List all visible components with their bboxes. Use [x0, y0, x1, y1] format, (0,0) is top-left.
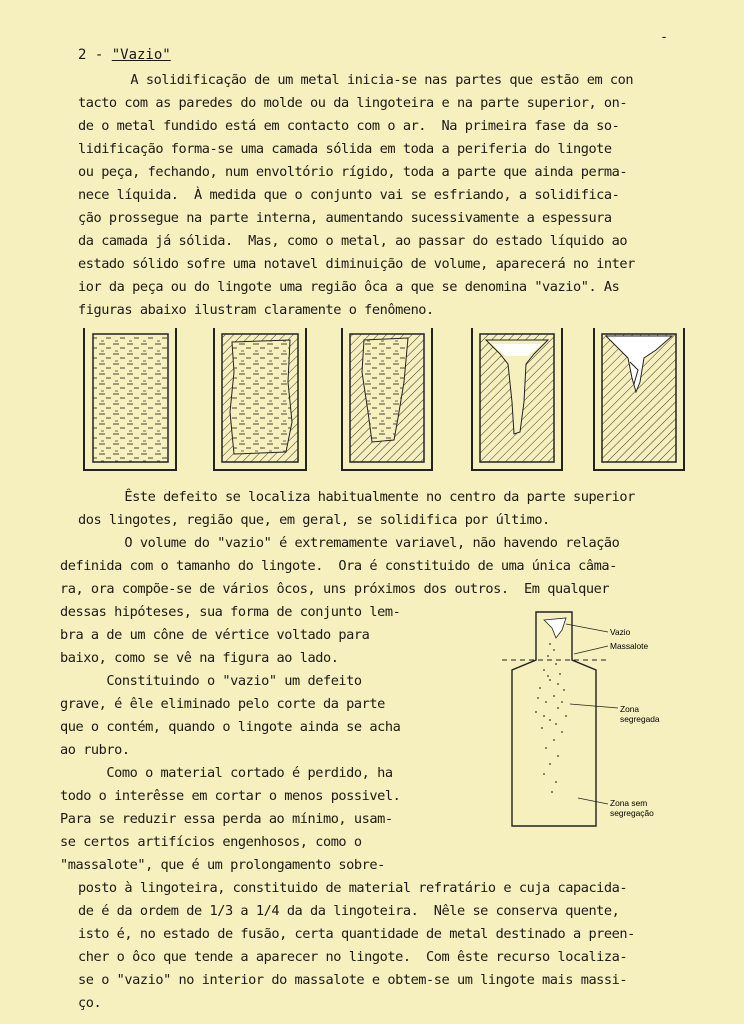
- stage-2-mold: [214, 328, 306, 470]
- text-line: O volume do "vazio" é extremamente variavel, não havendo relação: [78, 535, 620, 551]
- solidification-stages-figure: [0, 322, 744, 482]
- section-title: "Vazio": [111, 47, 171, 63]
- text-line: dessas hipóteses, sua forma de conjunto lem-: [60, 604, 401, 620]
- text-line: todo o interêsse em cortar o menos possivel.: [60, 788, 401, 804]
- text-line: isto é, no estado de fusão, certa quantidade de metal destinado a preen-: [78, 926, 635, 942]
- ingot-drawing: [500, 608, 690, 836]
- text-line: tacto com as paredes do molde ou da lingoteira e na parte superior, on-: [78, 95, 628, 111]
- text-line: que o contém, quando o lingote ainda se acha: [60, 719, 401, 735]
- section-number: 2 -: [78, 47, 112, 63]
- stages-drawing: [0, 322, 744, 482]
- label-leaders: [566, 624, 618, 804]
- label-zona-sem-2: segregação: [610, 808, 654, 818]
- text-line: lidificação forma-se uma camada sólida em toda a periferia do lingote: [78, 141, 612, 157]
- text-line: ao rubro.: [60, 742, 130, 758]
- text-line: posto à lingoteira, constituido de material refratário e cuja capacida-: [78, 880, 628, 896]
- text-line: nece líquida. À medida que o conjunto vai se esfriando, a solidifica-: [78, 187, 620, 203]
- text-line: grave, é êle eliminado pelo corte da parte: [60, 696, 385, 712]
- label-zona-segregada-1: Zona: [620, 704, 640, 714]
- ingot-segregation-figure: [500, 608, 690, 836]
- text-line: ra, ora compõe-se de vários ôcos, uns próximos dos outros. Em qualquer: [60, 581, 610, 597]
- stage-4-mold: [472, 328, 562, 470]
- text-line: ço.: [78, 995, 102, 1011]
- stage-1-mold: [84, 328, 176, 470]
- text-line: de é da ordem de 1/3 a 1/4 da da lingoteira. Nêle se conserva quente,: [78, 903, 620, 919]
- text-line: Constituindo o "vazio" um defeito: [60, 673, 362, 689]
- label-zona-segregada-2: segregada: [620, 714, 660, 724]
- text-line: da camada já sólida. Mas, como o metal, ao passar do estado líquido ao: [78, 233, 628, 249]
- label-massalote: Massalote: [610, 641, 649, 651]
- text-line: Êste defeito se localiza habitualmente no centro da parte superior: [78, 489, 635, 505]
- void-cavity: [544, 618, 566, 638]
- text-line: bra a de um cône de vértice voltado para: [60, 627, 370, 643]
- text-line: cher o ôco que tende a aparecer no lingote. Com êste recurso localiza-: [78, 949, 628, 965]
- ingot-outline: [502, 612, 610, 826]
- text-line: ção prossegue na parte interna, aumentando sucessivamente a espessura: [78, 210, 612, 226]
- text-line: definida com o tamanho do lingote. Ora é constituido de uma única câma-: [60, 558, 617, 574]
- stage-3-mold: [342, 328, 432, 470]
- label-zona-sem-1: Zona sem: [610, 798, 648, 808]
- text-line: estado sólido sofre uma notavel diminuição de volume, aparecerá no inter: [78, 256, 635, 272]
- text-line: baixo, como se vê na figura ao lado.: [60, 650, 339, 666]
- text-line: Para se reduzir essa perda ao mínimo, usam-: [60, 811, 393, 827]
- stage-5-mold: [594, 328, 684, 470]
- text-line: ou peça, fechando, num envoltório rígido, toda a parte que ainda perma-: [78, 164, 628, 180]
- text-line: "massalote", que é um prolongamento sobre-: [60, 857, 385, 873]
- text-line: de o metal fundido está em contacto com o ar. Na primeira fase da so-: [78, 118, 620, 134]
- segregated-zone: [535, 643, 567, 793]
- text-line: se o "vazio" no interior do massalote e obtem-se um lingote mais massi-: [78, 972, 628, 988]
- text-line: figuras abaixo ilustram claramente o fenômeno.: [78, 302, 434, 318]
- text-line: dos lingotes, região que, em geral, se solidifica por último.: [78, 512, 550, 528]
- text-line: se certos artifícios engenhosos, como o: [60, 834, 362, 850]
- section-heading: [78, 47, 171, 63]
- text-line: ior da peça ou do lingote uma região ôca a que se denomina "vazio". As: [78, 279, 620, 295]
- page-mark: -: [660, 30, 668, 45]
- label-vazio: Vazio: [610, 627, 631, 637]
- text-line: Como o material cortado é perdido, ha: [60, 765, 393, 781]
- text-line: A solidificação de um metal inicia-se nas partes que estão em con: [84, 72, 634, 88]
